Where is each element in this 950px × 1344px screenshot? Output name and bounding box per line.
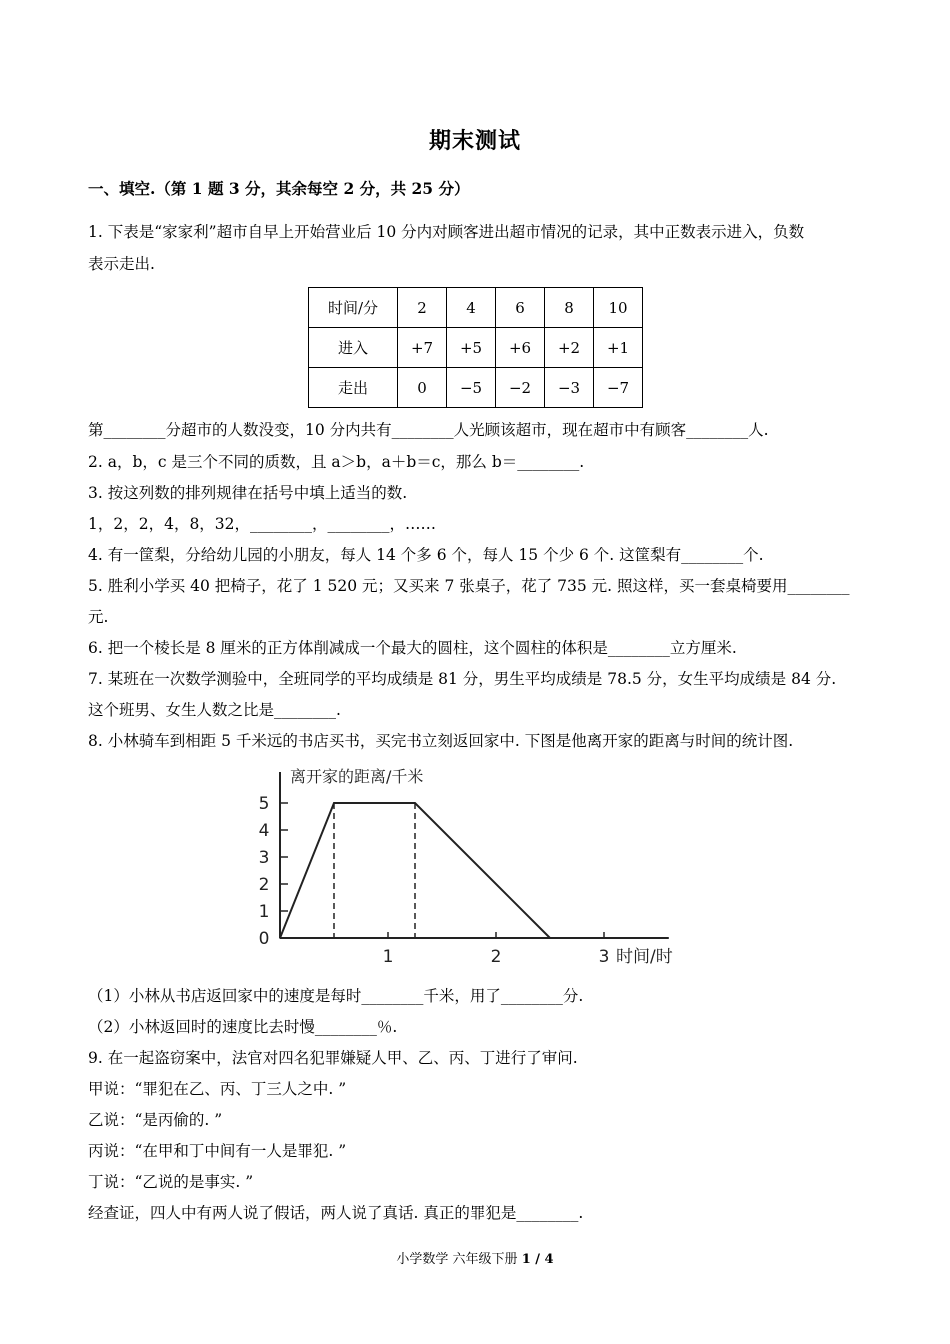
table-cell: −5	[447, 368, 496, 408]
q1-answer-line: 第________分超市的人数没变，10 分内共有________人光顾该超市，现在超市中有顾客________人.	[88, 421, 769, 439]
table-row-enter	[309, 328, 643, 368]
table-cell: 8	[545, 288, 594, 328]
table-cell: +6	[496, 328, 545, 368]
q5-text-line1: 5. 胜利小学买 40 把椅子，花了 1 520 元；又买来 7 张桌子，花了 735 元. 照这样，买一套桌椅要用________	[88, 577, 850, 595]
q3-sequence: 1，2，2，4，8，32，________，________，……	[88, 515, 437, 533]
table-cell: 4	[447, 288, 496, 328]
q3-text: 3. 按这列数的排列规律在括号中填上适当的数.	[88, 484, 408, 502]
page-title: 期末测试	[428, 128, 521, 154]
x-tick-label: 3	[598, 947, 610, 967]
y-tick-label: 1	[258, 902, 270, 922]
x-tick-label: 1	[382, 947, 394, 967]
table-cell: 时间/分	[309, 288, 398, 328]
table-row-time	[309, 288, 643, 328]
y-tick-label: 0	[258, 929, 270, 949]
footer-page-number: 1 / 4	[521, 1252, 554, 1267]
data-point	[333, 802, 335, 804]
x-tick-label: 2	[490, 947, 502, 967]
table-cell: 进入	[309, 328, 398, 368]
table-cell: 6	[496, 288, 545, 328]
data-point	[279, 937, 281, 939]
data-point	[549, 937, 551, 939]
table-cell: −3	[545, 368, 594, 408]
y-tick-label: 3	[258, 848, 270, 868]
table-cell: 10	[594, 288, 643, 328]
x-axis-title: 时间/时	[616, 947, 673, 967]
table-cell: +1	[594, 328, 643, 368]
table-cell: −2	[496, 368, 545, 408]
q7-text-line1: 7. 某班在一次数学测验中，全班同学的平均成绩是 81 分，男生平均成绩是 78.5 分，女生平均成绩是 84 分.	[88, 670, 837, 688]
table-cell: +5	[447, 328, 496, 368]
q4-text: 4. 有一筐梨，分给幼儿园的小朋友，每人 14 个多 6 个，每人 15 个少 6 个. 这筐梨有________个.	[88, 546, 764, 564]
q9-conclusion: 经查证，四人中有两人说了假话，两人说了真话. 真正的罪犯是________.	[88, 1204, 584, 1222]
table-cell: +7	[398, 328, 447, 368]
table-cell: +2	[545, 328, 594, 368]
customer-flow-table	[308, 287, 643, 408]
q1-text-line1: 1. 下表是“家家利”超市自早上开始营业后 10 分内对顾客进出超市情况的记录，其中正数表示进入，负数	[88, 223, 805, 241]
q8-sub1: （1）小林从书店返回家中的速度是每时________千米，用了________分.	[88, 987, 584, 1005]
q6-text: 6. 把一个棱长是 8 厘米的正方体削减成一个最大的圆柱，这个圆柱的体积是________立方厘米.	[88, 639, 737, 657]
q2-text: 2. a，b，c 是三个不同的质数，且 a＞b，a＋b＝c，那么 b＝________.	[88, 453, 585, 471]
y-tick-label: 4	[258, 821, 270, 841]
q9-intro: 9. 在一起盗窃案中，法官对四名犯罪嫌疑人甲、乙、丙、丁进行了审问.	[88, 1049, 578, 1067]
q9-statement-ding: 丁说：“乙说的是事实. ”	[88, 1173, 254, 1191]
q8-text: 8. 小林骑车到相距 5 千米远的书店买书，买完书立刻返回家中. 下图是他离开家的距离与时间的统计图.	[88, 732, 794, 750]
y-axis-title: 离开家的距离/千米	[290, 767, 424, 786]
section-heading: 一、填空.（第 1 题 3 分，其余每空 2 分，共 25 分）	[88, 179, 470, 198]
q7-text-line2: 这个班男、女生人数之比是________.	[88, 701, 341, 719]
q9-statement-jia: 甲说：“罪犯在乙、丙、丁三人之中. ”	[88, 1080, 347, 1098]
table-cell: 2	[398, 288, 447, 328]
table-cell: 走出	[309, 368, 398, 408]
y-tick-label: 2	[258, 875, 270, 895]
distance-time-chart	[240, 758, 710, 970]
table-row-exit	[309, 368, 643, 408]
table-cell: 0	[398, 368, 447, 408]
q9-statement-yi: 乙说：“是丙偷的. ”	[88, 1111, 223, 1129]
table-cell: −7	[594, 368, 643, 408]
data-point	[414, 802, 416, 804]
page-footer	[0, 1248, 950, 1267]
q5-text-line2: 元.	[88, 608, 109, 626]
q8-sub2: （2）小林返回时的速度比去时慢________％.	[88, 1018, 398, 1036]
q9-statement-bing: 丙说：“在甲和丁中间有一人是罪犯. ”	[88, 1142, 347, 1160]
y-tick-label: 5	[258, 794, 270, 814]
q1-text-line2: 表示走出.	[88, 255, 155, 273]
footer-course: 小学数学 六年级下册	[396, 1252, 522, 1267]
